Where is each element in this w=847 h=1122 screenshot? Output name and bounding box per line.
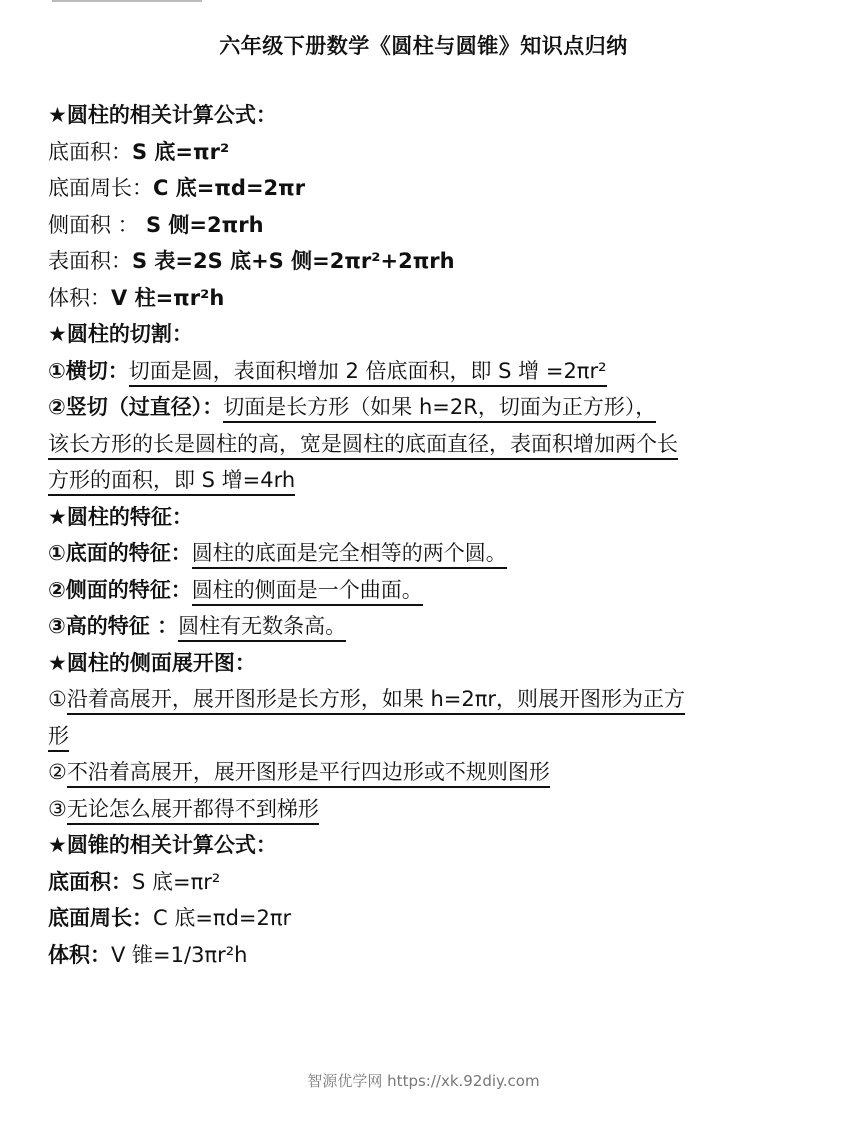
item-number: ① [48, 687, 67, 711]
formula-value: S 表=2S 底+S 侧=2πr²+2πrh [132, 249, 455, 273]
formula-label: 体积： [48, 285, 111, 310]
unfold-row [48, 754, 808, 791]
formula-row [48, 170, 808, 207]
formula-row [48, 207, 808, 244]
formula-value: V 柱=πr²h [111, 285, 225, 310]
formula-value: V 锥=1/3πr²h [111, 942, 248, 967]
item-text: 该长方形的长是圆柱的高，宽是圆柱的底面直径，表面积增加两个长 [48, 432, 678, 460]
item-label: ①横切： [48, 358, 129, 383]
section-heading-cone-formulas: ★圆锥的相关计算公式： [48, 833, 277, 857]
formula-row [48, 900, 808, 937]
cut-horizontal-row [48, 353, 808, 390]
feature-row [48, 608, 808, 645]
cut-vertical-continued [48, 426, 808, 463]
item-text: 圆柱的底面是完全相等的两个圆。 [192, 541, 507, 569]
item-number: ③ [48, 796, 67, 821]
item-label: ②竖切（过直径）： [48, 395, 224, 419]
formula-value: S 底=πr² [132, 869, 221, 894]
section-heading-cylinder-formulas: ★圆柱的相关计算公式： [48, 103, 277, 127]
item-label: ①底面的特征： [48, 541, 192, 565]
formula-row [48, 243, 808, 280]
section-heading-cylinder-cut: ★圆柱的切割： [48, 322, 193, 346]
item-label: ③高的特征 ： [48, 614, 179, 638]
item-text: 切面是圆，表面积增加 2 倍底面积，即 S 增 =2πr² [129, 359, 607, 387]
formula-label: 底面周长： [48, 906, 153, 930]
unfold-row [48, 791, 808, 828]
formula-label: 底面积： [48, 139, 132, 164]
section-heading-cylinder-unfold: ★圆柱的侧面展开图： [48, 650, 256, 675]
item-text: 方形的面积，即 S 增=4rh [48, 468, 295, 496]
formula-row [48, 280, 808, 317]
feature-row [48, 535, 808, 572]
item-text: 沿着高展开，展开图形是长方形，如果 h=2πr，则展开图形为正方 [67, 687, 685, 715]
item-number: ② [48, 760, 67, 784]
item-label: ②侧面的特征： [48, 577, 192, 602]
item-text: 切面是长方形（如果 h=2R，切面为正方形）， [223, 395, 656, 423]
item-text: 形 [48, 724, 69, 752]
formula-row [48, 864, 808, 901]
formula-value: S 底=πr² [132, 139, 230, 164]
document-body [48, 97, 808, 973]
formula-label: 体积： [48, 942, 111, 967]
item-text: 无论怎么展开都得不到梯形 [67, 797, 319, 825]
formula-row [48, 937, 808, 974]
formula-label: 侧面积 ： [48, 212, 139, 237]
feature-row [48, 572, 808, 609]
formula-label: 表面积： [48, 249, 132, 273]
unfold-row-continued [48, 718, 808, 755]
formula-value: C 底=πd=2πr [153, 176, 306, 200]
item-text: 圆柱的侧面是一个曲面。 [192, 578, 423, 606]
item-text: 不沿着高展开，展开图形是平行四边形或不规则图形 [67, 760, 550, 788]
unfold-row [48, 681, 808, 718]
item-text: 圆柱有无数条高。 [178, 614, 346, 642]
formula-value: S 侧=2πrh [138, 212, 264, 237]
top-rule [52, 0, 202, 6]
formula-row [48, 134, 808, 171]
section-heading-cylinder-features: ★圆柱的特征： [48, 504, 193, 529]
cut-vertical-row [48, 389, 808, 426]
formula-label: 底面积： [48, 869, 132, 894]
cut-vertical-continued [48, 462, 808, 499]
formula-label: 底面周长： [48, 176, 153, 200]
page-title: 六年级下册数学《圆柱与圆锥》知识点归纳 [219, 34, 628, 58]
footer-watermark: 智源优学网 https://xk.92diy.com [307, 1072, 540, 1090]
formula-value: C 底=πd=2πr [153, 906, 292, 930]
